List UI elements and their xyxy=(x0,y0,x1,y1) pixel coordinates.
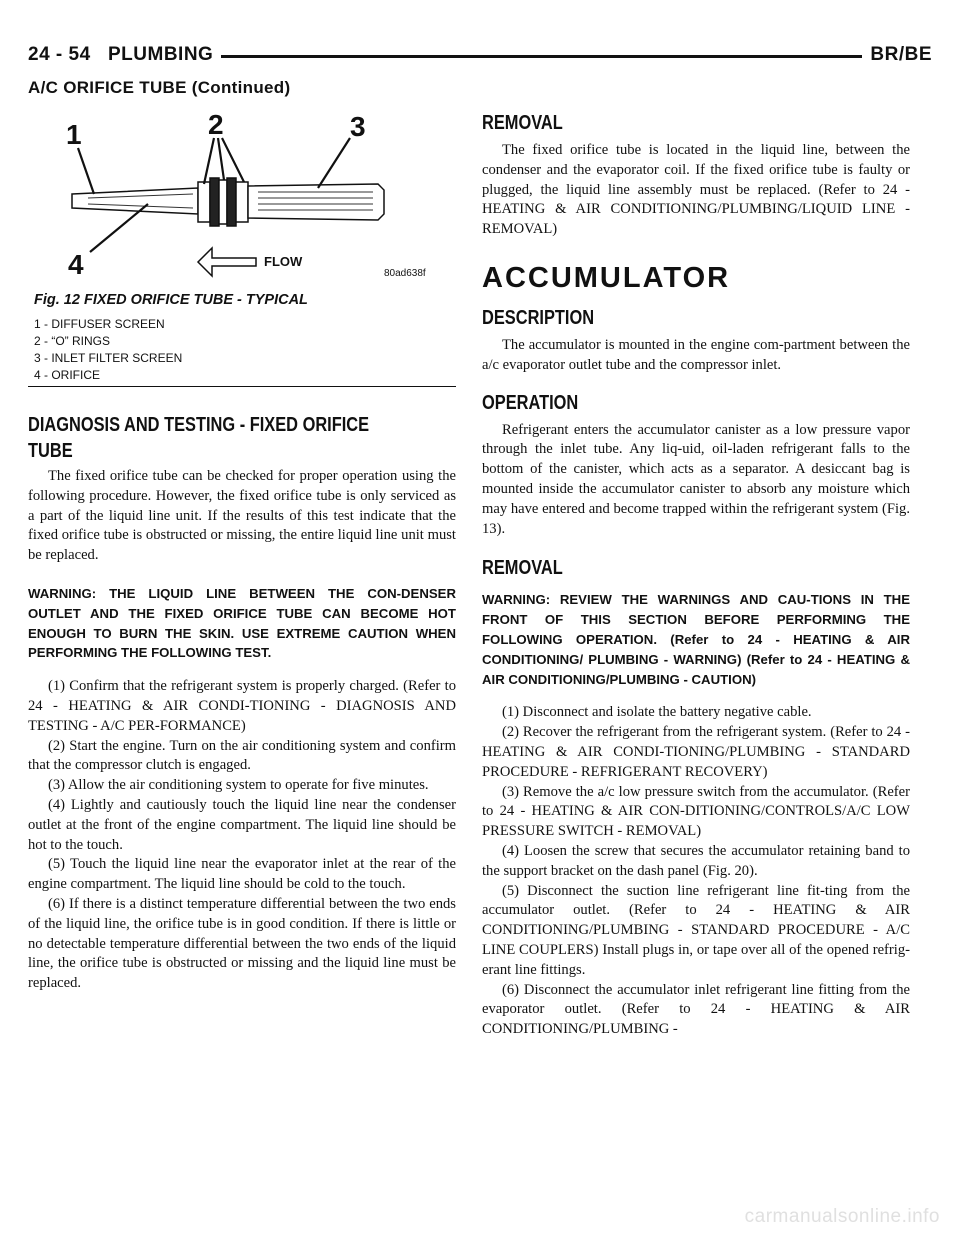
removal-text: The fixed orifice tube is located in the liquid line, between the condenser and the evaporator coil. If the fixed orifice tube is faulty or plugged, the liquid line assembly must be replaced. (Refer to 24 - HEATING & AIR CONDITIONING/PLUMBING/LIQUID LINE - REMOVAL) xyxy=(482,142,910,238)
model-code: BR/BE xyxy=(862,44,932,66)
description-text: The accumulator is mounted in the engine com-partment between the a/c evaporator outlet tube and the compressor inlet. xyxy=(482,336,910,373)
diagnosis-step: (1) Confirm that the refrigerant system is properly charged. (Refer to 24 - HEATING & AIR CONDI-TIONING - DIAGNOSIS AND TESTING - A/C PER-FORMANCE) xyxy=(28,678,456,734)
removal-step: (4) Loosen the screw that secures the accumulator retaining band to the support bracket on the dash panel (Fig. 20). xyxy=(482,842,910,879)
accumulator-heading: ACCUMULATOR xyxy=(482,261,731,294)
removal-warning: WARNING: REVIEW THE WARNINGS AND CAU-TIONS IN THE FRONT OF THIS SECTION BEFORE PERFORMING THE FOLLOWING OPERATION. (Refer to 24 - HEATING & AIR CONDITIONING/ PLUMBING - WARNING) (Refer to 24 - HEATING & AIR CONDITIONING/PLUMBING - CAUTION) xyxy=(482,592,910,687)
legend-item: 4 - ORIFICE xyxy=(34,368,101,382)
description-heading: DESCRIPTION xyxy=(482,306,595,329)
left-column xyxy=(28,414,456,994)
removal-step: (2) Recover the refrigerant from the refrigerant system. (Refer to 24 - HEATING & AIR CONDI-TIONING/PLUMBING - STANDARD PROCEDURE - REFRIGERANT RECOVERY) xyxy=(482,724,910,780)
diagnosis-heading-line-2: TUBE xyxy=(28,440,73,462)
flow-arrow-icon xyxy=(198,248,256,276)
callout-1: 1 xyxy=(66,119,82,150)
legend-item: 1 - DIFFUSER SCREEN xyxy=(34,317,165,331)
callout-4: 4 xyxy=(68,249,84,280)
removal-heading: REMOVAL xyxy=(482,112,563,134)
section-name: PLUMBING xyxy=(108,44,214,65)
right-column xyxy=(482,112,910,1040)
callout-3: 3 xyxy=(350,111,366,142)
figure-orifice-tube xyxy=(28,108,456,386)
removal-step: (6) Disconnect the accumulator inlet refrigerant line fitting from the evaporator outlet. (Refer to 24 - HEATING & AIR CONDITIONING/PLUMBING - xyxy=(482,981,910,1038)
page-reference: 24 - 54 xyxy=(28,44,91,65)
continued-title: A/C ORIFICE TUBE (Continued) xyxy=(28,78,291,97)
diagnosis-step: (3) Allow the air conditioning system to operate for five minutes. xyxy=(48,777,429,794)
diagnosis-step: (6) If there is a distinct temperature differential between the two ends of the liquid line, the orifice tube is in good condition. If there is little or no detectable temperature differential between the two ends of the liquid line, the orifice tube is obstructed or missing and the liquid line must be replaced. xyxy=(28,895,456,992)
diagnosis-step: (5) Touch the liquid line near the evaporator inlet at the rear of the engine compartment. The liquid line should be cold to the touch. xyxy=(28,856,456,893)
figure-caption: Fig. 12 FIXED ORIFICE TUBE - TYPICAL xyxy=(34,292,308,308)
diagnosis-heading-line-1: DIAGNOSIS AND TESTING - FIXED ORIFICE xyxy=(28,414,370,436)
image-code: 80ad638f xyxy=(384,268,426,279)
removal-step: (3) Remove the a/c low pressure switch from the accumulator. (Refer to 24 - HEATING & AIR CON-DITIONING/CONTROLS/A/C LOW PRESSURE SWITCH - REMOVAL) xyxy=(482,783,910,840)
header-section xyxy=(28,44,221,66)
legend-item: 3 - INLET FILTER SCREEN xyxy=(34,351,183,365)
diagnosis-intro: The fixed orifice tube can be checked for proper operation using the following procedure. However, the fixed orifice tube is only serviced as a part of the liquid line unit. If the results of this test indicate that the fixed orifice tube is obstructed or missing, the entire liquid line unit must be replaced. xyxy=(28,468,456,564)
removal-step: (5) Disconnect the suction line refrigerant line fit-ting from the accumulator outlet. (Refer to 24 - HEATING & AIR CONDITIONING/PLUMBING - STANDARD PROCEDURE - A/C LINE COUPLERS) Install plugs in, or tape over all of the opened refrig-erant line fittings. xyxy=(482,882,910,978)
operation-heading: OPERATION xyxy=(482,391,579,414)
callout-2: 2 xyxy=(208,109,224,140)
diagnosis-warning: WARNING: THE LIQUID LINE BETWEEN THE CON-DENSER OUTLET AND THE FIXED ORIFICE TUBE CAN BECOME HOT ENOUGH TO BURN THE SKIN. USE EXTREME CAUTION WHEN PERFORMING THE FOLLOWING TEST. xyxy=(28,585,456,661)
diagnosis-step: (2) Start the engine. Turn on the air conditioning system and confirm that the compressor clutch is engaged. xyxy=(28,737,456,774)
diagnosis-step: (4) Lightly and cautiously touch the liquid line near the condenser outlet at the front of the engine compartment. The liquid line should be hot to the touch. xyxy=(28,796,456,853)
removal-step: (1) Disconnect and isolate the battery negative cable. xyxy=(502,704,812,721)
legend-item: 2 - “O” RINGS xyxy=(34,334,111,348)
figure-legend xyxy=(34,316,182,384)
orifice-tube-illustration xyxy=(28,108,456,288)
flow-label: FLOW xyxy=(264,254,303,269)
figure-rule xyxy=(28,386,456,387)
page-header xyxy=(28,44,932,74)
watermark: carmanualsonline.info xyxy=(744,1206,940,1227)
removal-heading-2: REMOVAL xyxy=(482,557,563,580)
operation-text: Refrigerant enters the accumulator canister as a low pressure vapor through the inlet tube. Any liq-uid, oil-laden refrigerant falls to the bottom of the canister, which acts as a separator. A desiccant bag is mounted inside the accumulator canister to absorb any moisture which may have entered and become trapped within the refrigerant system (Fig. 13). xyxy=(482,421,910,537)
